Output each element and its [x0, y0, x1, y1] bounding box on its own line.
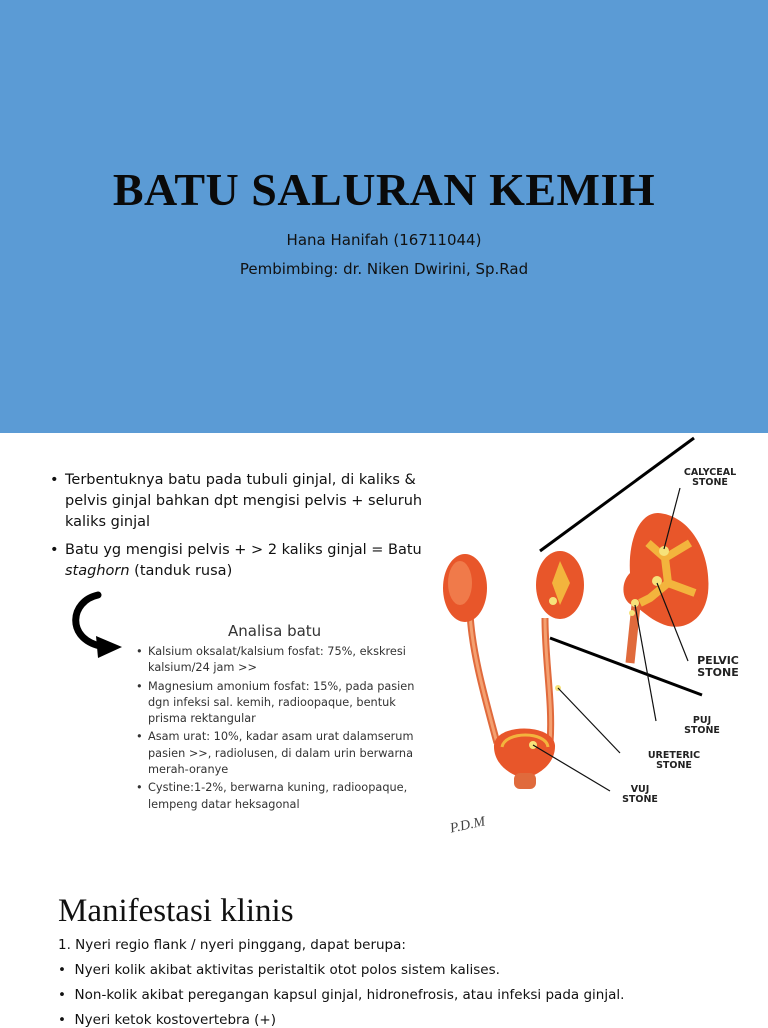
bullet-text: Nyeri ketok kostovertebra (+)	[74, 1012, 276, 1028]
numbered-item: 1. Nyeri regio flank / nyeri pinggang, dapat berupa:	[58, 937, 406, 953]
label-line: PUJ	[692, 715, 712, 726]
stone-definition-slide	[0, 433, 768, 865]
list-item: • Magnesium amonium fosfat: 15%, pada pasien dgn infeksi sal. kemih, radioopaque, bentuk prisma rektangular	[136, 679, 415, 726]
urinary-tract-illustration	[443, 551, 584, 789]
analysis-item-text: Asam urat: 10%, kadar asam urat dalamserum pasien >>, radiolusen, di dalam urin berwarna merah-oranye	[148, 730, 414, 777]
bullet-item: • Nyeri kolik akibat aktivitas peristaltik otot polos sistem kalises.	[58, 962, 500, 978]
label-line: STONE	[684, 725, 720, 736]
analysis-list	[136, 644, 426, 815]
label-line: STONE	[656, 760, 692, 771]
title-slide	[0, 0, 768, 433]
label-line: STONE	[622, 794, 658, 805]
label-puj-stone	[672, 716, 732, 736]
analysis-item-text: Cystine:1-2%, berwarna kuning, radioopaque, lempeng datar heksagonal	[148, 781, 408, 811]
supervisor-line: Pembimbing: dr. Niken Dwirini, Sp.Rad	[239, 260, 529, 278]
label-ureteric-stone	[638, 751, 710, 771]
magnified-kidney-illustration	[623, 513, 708, 663]
list-item: • Cystine:1-2%, berwarna kuning, radioopaque, lempeng datar heksagonal	[136, 781, 408, 811]
bullet-item: • Non-kolik akibat peregangan kapsul ginjal, hidronefrosis, atau infeksi pada ginjal.	[58, 987, 625, 1003]
label-pelvic-stone	[682, 655, 754, 679]
label-line: STONE	[697, 666, 739, 679]
label-line: STONE	[692, 477, 728, 488]
bullet-text: Non-kolik akibat peregangan kapsul ginjal, hidronefrosis, atau infeksi pada ginjal.	[74, 987, 625, 1003]
list-item: • Kalsium oksalat/kalsium fosfat: 75%, ekskresi kalsium/24 jam >>	[136, 645, 406, 675]
list-item: • Asam urat: 10%, kadar asam urat dalamserum pasien >>, radiolusen, di dalam urin berwarna merah-oranye	[136, 730, 414, 777]
bullet2-italic: staghorn	[65, 563, 130, 579]
bullet-text: Terbentuknya batu pada tubuli ginjal, di kaliks & pelvis ginjal bahkan dpt mengisi pelvis + seluruh kaliks ginjal	[65, 472, 423, 530]
clinical-manifestation-slide	[0, 865, 768, 1028]
bullet2-prefix: Batu yg mengisi pelvis + > 2 kaliks ginjal = Batu	[65, 542, 422, 558]
label-vuj-stone	[612, 785, 668, 805]
label-line: VUJ	[630, 784, 650, 795]
bullet-dot: •	[50, 542, 59, 558]
analysis-item-text: Kalsium oksalat/kalsium fosfat: 75%, ekskresi kalsium/24 jam >>	[148, 645, 406, 675]
signature: P.D.M	[448, 814, 487, 837]
analysis-item-text: Magnesium amonium fosfat: 15%, pada pasien dgn infeksi sal. kemih, radioopaque, bentuk prisma rektangular	[148, 679, 415, 726]
label-line: CALYCEAL	[683, 467, 737, 478]
author-line: Hana Hanifah (16711044)	[286, 231, 482, 249]
bullet-dot: •	[50, 472, 59, 488]
label-calyceal-stone	[676, 468, 744, 488]
slide-title: BATU SALURAN KEMIH	[112, 164, 656, 215]
section-title: Manifestasi klinis	[58, 893, 294, 929]
analysis-title: Analisa batu	[228, 622, 322, 640]
curved-arrow-icon	[76, 595, 122, 658]
label-line: PELVIC	[697, 654, 739, 667]
label-line: URETERIC	[647, 750, 701, 761]
bullet-item: • Nyeri ketok kostovertebra (+)	[58, 1012, 276, 1028]
bullet-text: Nyeri kolik akibat aktivitas peristaltik otot polos sistem kalises.	[74, 962, 500, 978]
bullet2-suffix: (tanduk rusa)	[129, 563, 233, 579]
